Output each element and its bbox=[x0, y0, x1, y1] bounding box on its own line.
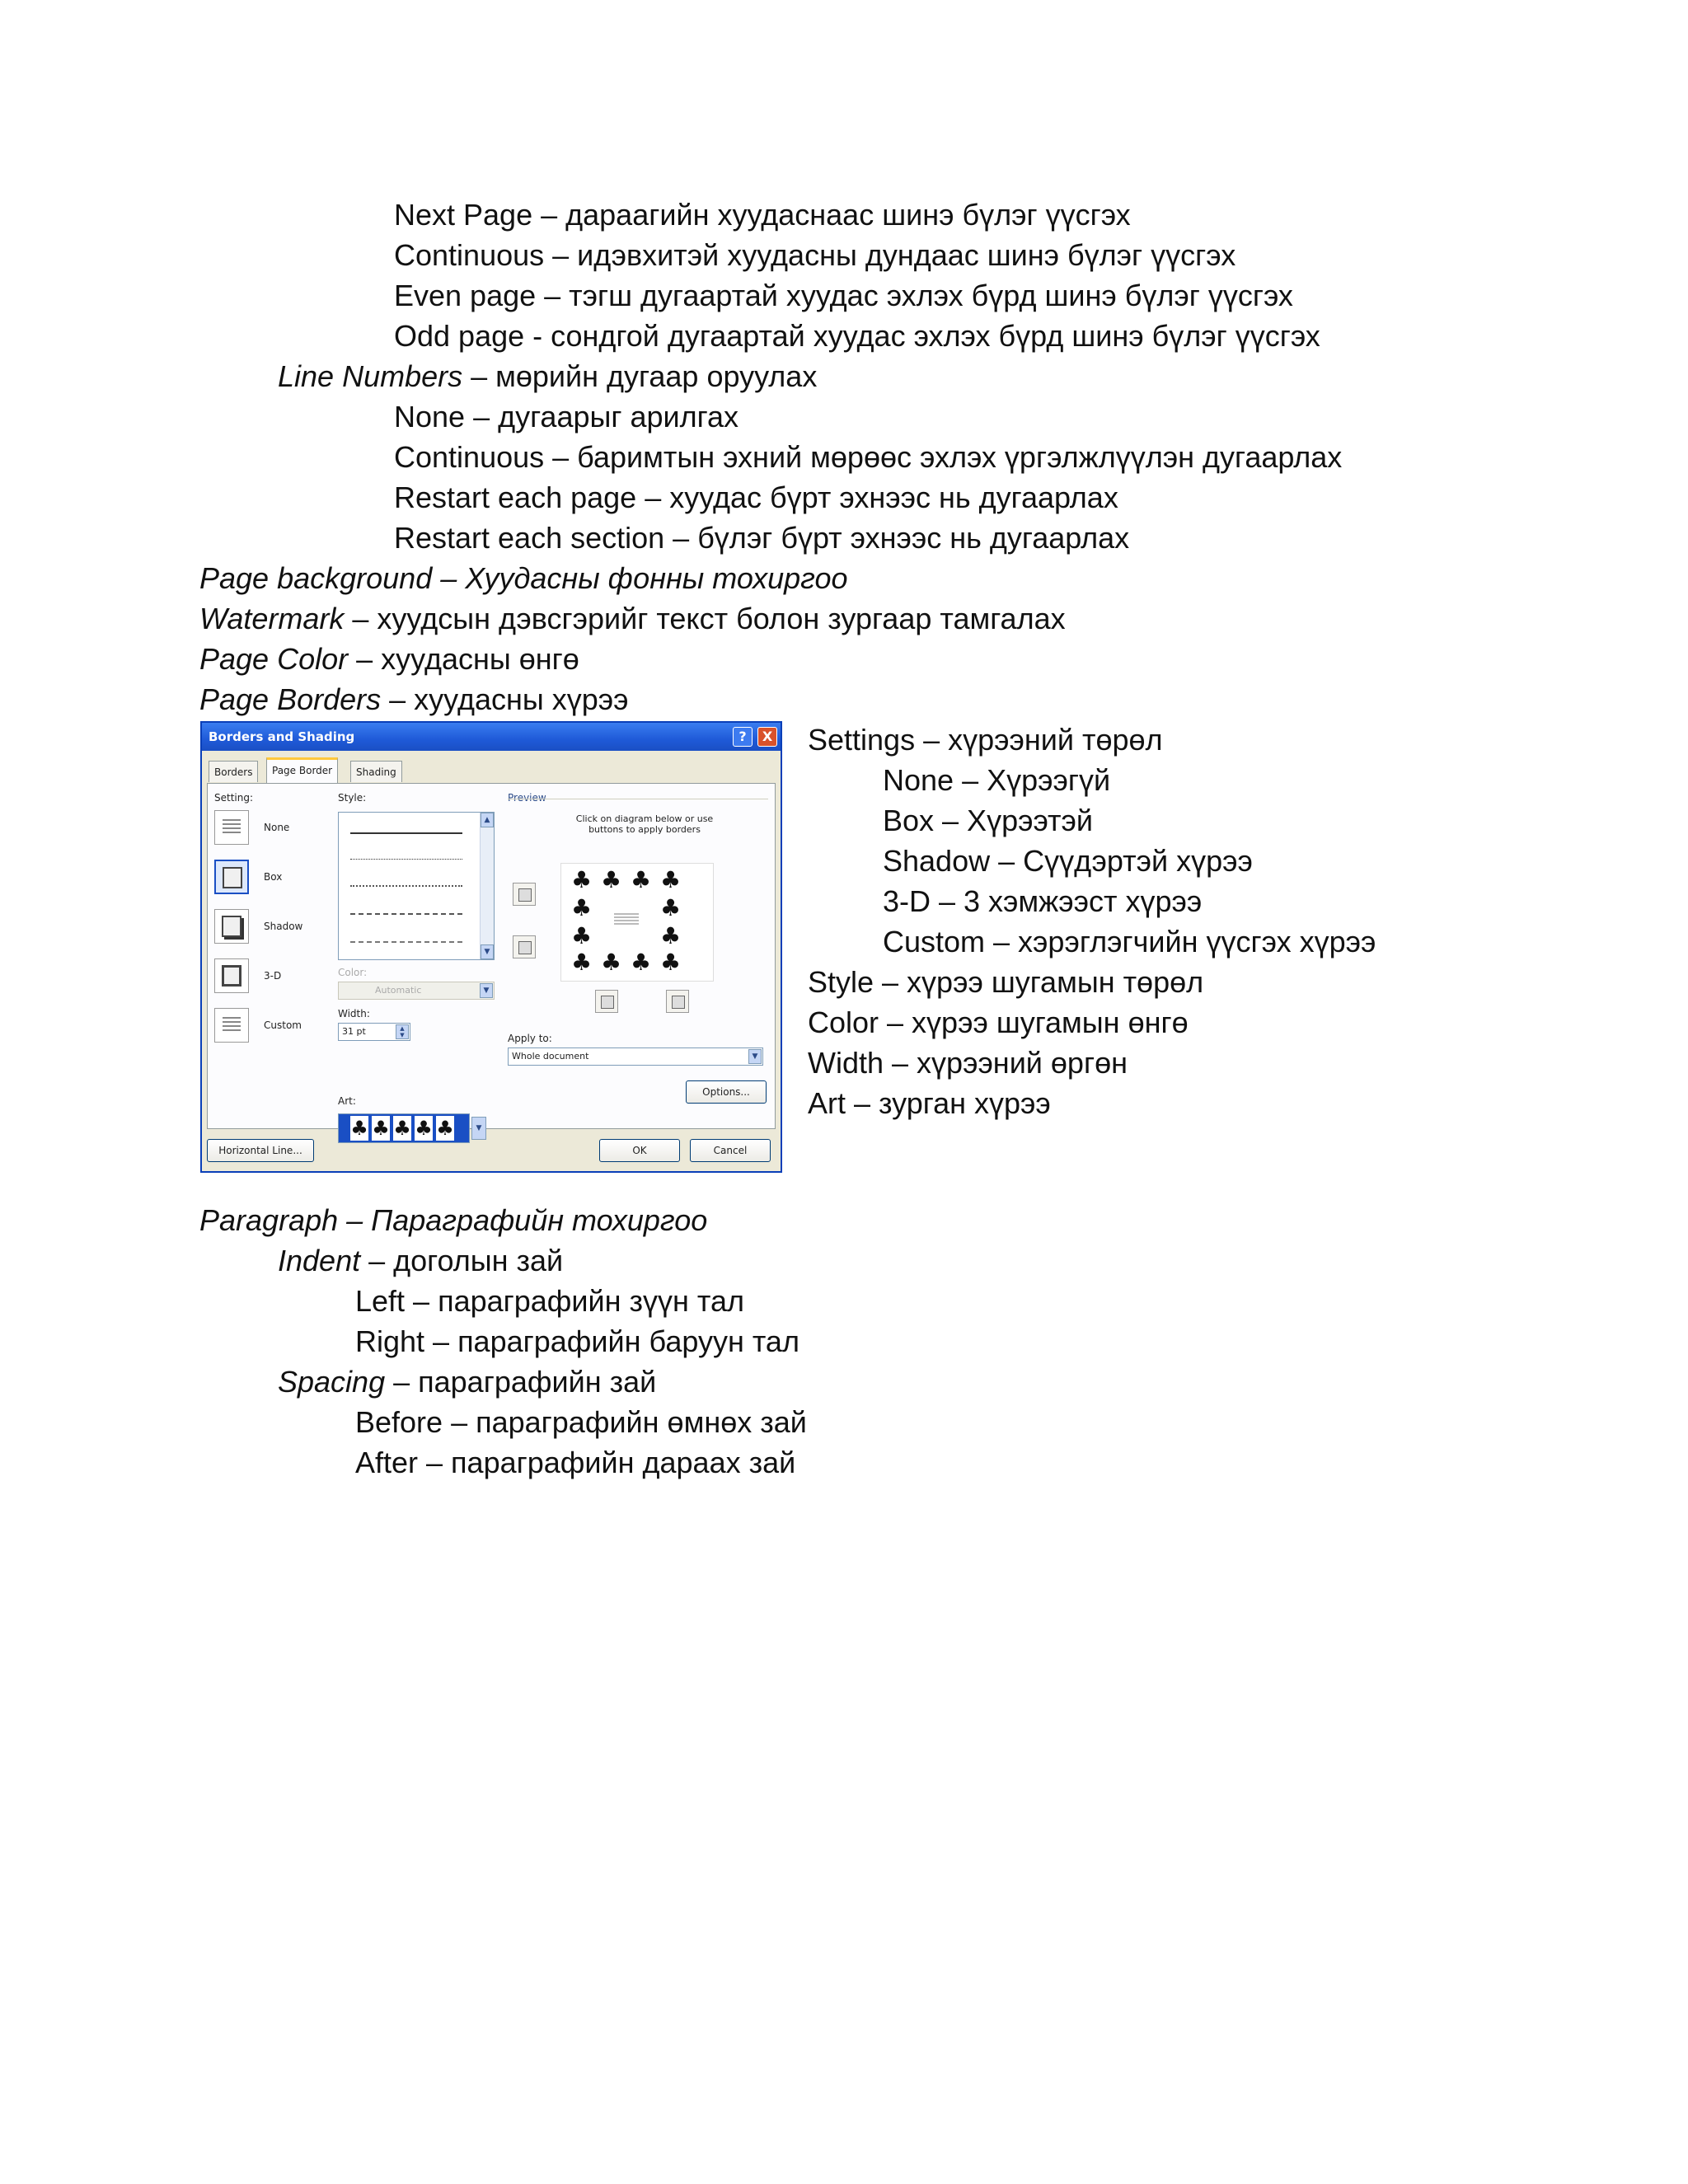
text-ln-continuous: Continuous – баримтын эхний мөрөөс эхлэх үргэлжлүүлэн дугаарлах bbox=[394, 440, 1343, 474]
bottom-border-button[interactable] bbox=[513, 935, 536, 958]
border-preview[interactable] bbox=[560, 863, 714, 982]
setting-shadow-label: Shadow bbox=[264, 921, 303, 932]
preview-label: Preview bbox=[508, 792, 546, 804]
palm-tree-icon: ♣ bbox=[660, 866, 682, 893]
text-style: Style – хүрээ шугамын төрөл bbox=[808, 965, 1204, 999]
text-page-borders bbox=[199, 680, 629, 719]
help-button[interactable]: ? bbox=[733, 727, 753, 747]
setting-none-icon[interactable] bbox=[214, 810, 249, 845]
style-option-dash-dot[interactable] bbox=[350, 941, 462, 943]
art-label: Art: bbox=[338, 1095, 356, 1107]
palm-tree-icon: ♣ bbox=[660, 949, 682, 976]
palm-tree-icon: ♣ bbox=[601, 949, 622, 976]
term-watermark: Watermark bbox=[199, 602, 345, 635]
style-option-dotted[interactable] bbox=[350, 859, 462, 860]
palm-tree-icon: ♣ bbox=[601, 866, 622, 893]
style-list[interactable] bbox=[338, 812, 495, 960]
borders-and-shading-dialog bbox=[200, 721, 782, 1173]
apply-to-select[interactable] bbox=[508, 1047, 763, 1066]
cancel-button[interactable]: Cancel bbox=[690, 1139, 771, 1162]
term-indent: Indent bbox=[278, 1244, 361, 1277]
palm-tree-icon: ♣ bbox=[660, 894, 682, 921]
heading-paragraph: Paragraph – Параграфийн тохиргоо bbox=[199, 1203, 708, 1237]
text-continuous-break: Continuous – идэвхитэй хуудасны дундаас шинэ бүлэг үүсгэх bbox=[394, 238, 1236, 272]
desc-spacing: – параграфийн зай bbox=[385, 1365, 657, 1399]
text-set-shadow: Shadow – Сүүдэртэй хүрээ bbox=[883, 844, 1253, 878]
width-spin-icon[interactable]: ▲ ▼ bbox=[396, 1024, 409, 1039]
palm-tree-icon: ♣ bbox=[631, 866, 652, 893]
dialog-titlebar bbox=[202, 723, 781, 751]
style-option-solid[interactable] bbox=[350, 832, 462, 834]
apply-to-label: Apply to: bbox=[508, 1033, 552, 1044]
setting-custom-label: Custom bbox=[264, 1019, 302, 1031]
text-set-none: None – Хүрээгүй bbox=[883, 763, 1111, 797]
apply-dropdown-icon[interactable]: ▼ bbox=[748, 1049, 762, 1064]
preview-hint: Click on diagram below or use buttons to apply borders bbox=[575, 813, 714, 835]
color-select[interactable] bbox=[338, 982, 495, 1000]
close-button[interactable]: X bbox=[757, 727, 777, 747]
desc-indent: – доголын зай bbox=[360, 1244, 564, 1277]
apply-to-value: Whole document bbox=[512, 1051, 589, 1062]
text-set-box: Box – Хүрээтэй bbox=[883, 804, 1094, 837]
palm-tree-icon: ♣ bbox=[571, 894, 593, 921]
term-spacing: Spacing bbox=[278, 1365, 386, 1399]
top-border-button[interactable] bbox=[513, 883, 536, 906]
text-ln-none: None – дугаарыг арилгах bbox=[394, 400, 739, 434]
setting-3d-label: 3-D bbox=[264, 970, 282, 982]
text-width: Width – хүрээний өргөн bbox=[808, 1046, 1128, 1080]
left-border-button[interactable] bbox=[595, 990, 618, 1013]
setting-shadow-icon[interactable] bbox=[214, 909, 249, 944]
text-settings: Settings – хүрээний төрөл bbox=[808, 723, 1163, 757]
width-label: Width: bbox=[338, 1008, 370, 1019]
width-value: 31 pt bbox=[342, 1026, 366, 1037]
tab-page-border[interactable]: Page Border bbox=[266, 757, 338, 784]
palm-tree-icon: ♣ bbox=[631, 949, 652, 976]
color-dropdown-icon[interactable]: ▼ bbox=[480, 983, 493, 998]
palm-tree-icon: ♣ bbox=[436, 1117, 454, 1140]
desc-page-color: – хуудасны өнгө bbox=[348, 642, 579, 676]
text-indent bbox=[278, 1241, 563, 1281]
palm-tree-icon: ♣ bbox=[393, 1117, 411, 1140]
art-select[interactable] bbox=[338, 1113, 470, 1143]
color-value: Automatic bbox=[375, 985, 422, 996]
term-page-borders: Page Borders bbox=[199, 682, 382, 716]
scroll-up-icon[interactable]: ▲ bbox=[481, 813, 494, 827]
width-spinner[interactable] bbox=[338, 1023, 410, 1041]
palm-tree-icon: ♣ bbox=[660, 922, 682, 949]
heading-page-background: Page background – Хуудасны фонны тохиргоо bbox=[199, 561, 848, 595]
setting-label: Setting: bbox=[214, 792, 254, 804]
term-page-color: Page Color bbox=[199, 642, 349, 676]
options-button[interactable]: Options... bbox=[686, 1080, 767, 1104]
text-odd-page: Odd page - сондгой дугаартай хуудас эхлэх бүрд шинэ бүлэг үүсгэх bbox=[394, 319, 1320, 353]
art-dropdown-icon[interactable]: ▼ bbox=[471, 1117, 486, 1140]
text-before: Before – параграфийн өмнөх зай bbox=[355, 1405, 807, 1439]
right-border-button[interactable] bbox=[666, 990, 689, 1013]
text-line-numbers bbox=[278, 357, 817, 396]
setting-box-label: Box bbox=[264, 871, 283, 883]
text-spacing bbox=[278, 1362, 656, 1402]
text-page-color bbox=[199, 640, 579, 679]
setting-custom-icon[interactable] bbox=[214, 1008, 249, 1043]
desc-page-borders: – хуудасны хүрээ bbox=[381, 682, 629, 716]
text-ln-restart-page: Restart each page – хуудас бүрт эхнээс нь дугаарлах bbox=[394, 480, 1118, 514]
style-label: Style: bbox=[338, 792, 367, 804]
palm-tree-icon: ♣ bbox=[571, 949, 593, 976]
tab-shading[interactable]: Shading bbox=[350, 761, 402, 782]
palm-tree-icon: ♣ bbox=[415, 1117, 433, 1140]
setting-none-label: None bbox=[264, 822, 290, 833]
ok-button[interactable]: OK bbox=[599, 1139, 680, 1162]
scroll-down-icon[interactable]: ▼ bbox=[481, 944, 494, 959]
style-option-dotted-heavy[interactable] bbox=[350, 885, 462, 887]
text-next-page: Next Page – дараагийн хуудаснаас шинэ бүлэг үүсгэх bbox=[394, 198, 1131, 232]
desc-line-numbers: – мөрийн дугаар оруулах bbox=[462, 359, 818, 393]
text-color: Color – хүрээ шугамын өнгө bbox=[808, 1005, 1189, 1039]
text-even-page: Even page – тэгш дугаартай хуудас эхлэх бүрд шинэ бүлэг үүсгэх bbox=[394, 279, 1293, 312]
setting-3d-icon[interactable] bbox=[214, 958, 249, 993]
style-scrollbar[interactable] bbox=[480, 813, 494, 959]
setting-box-icon[interactable] bbox=[214, 860, 249, 894]
page-border-panel bbox=[207, 783, 776, 1140]
tab-borders[interactable]: Borders bbox=[209, 761, 258, 782]
text-set-custom: Custom – хэрэглэгчийн үүсгэх хүрээ bbox=[883, 925, 1376, 958]
text-art: Art – зурган хүрээ bbox=[808, 1086, 1051, 1120]
color-label: Color: bbox=[338, 967, 368, 978]
style-option-dashed[interactable] bbox=[350, 913, 462, 915]
palm-tree-icon: ♣ bbox=[350, 1117, 368, 1140]
desc-watermark: – хуудсын дэвсгэрийг текст болон зургаар тамгалах bbox=[344, 602, 1066, 635]
text-after: After – параграфийн дараах зай bbox=[355, 1446, 796, 1479]
text-set-3d: 3-D – 3 хэмжээст хүрээ bbox=[883, 884, 1203, 918]
horizontal-line-button[interactable]: Horizontal Line... bbox=[207, 1139, 314, 1162]
text-right: Right – параграфийн баруун тал bbox=[355, 1324, 799, 1358]
palm-tree-icon: ♣ bbox=[571, 866, 593, 893]
text-watermark bbox=[199, 599, 1066, 639]
text-ln-restart-section: Restart each section – бүлэг бүрт эхнээс нь дугаарлах bbox=[394, 521, 1130, 555]
text-left: Left – параграфийн зүүн тал bbox=[355, 1284, 745, 1318]
term-line-numbers: Line Numbers bbox=[278, 359, 463, 393]
palm-tree-icon: ♣ bbox=[571, 922, 593, 949]
palm-tree-icon: ♣ bbox=[372, 1117, 390, 1140]
dialog-title: Borders and Shading bbox=[209, 729, 355, 744]
